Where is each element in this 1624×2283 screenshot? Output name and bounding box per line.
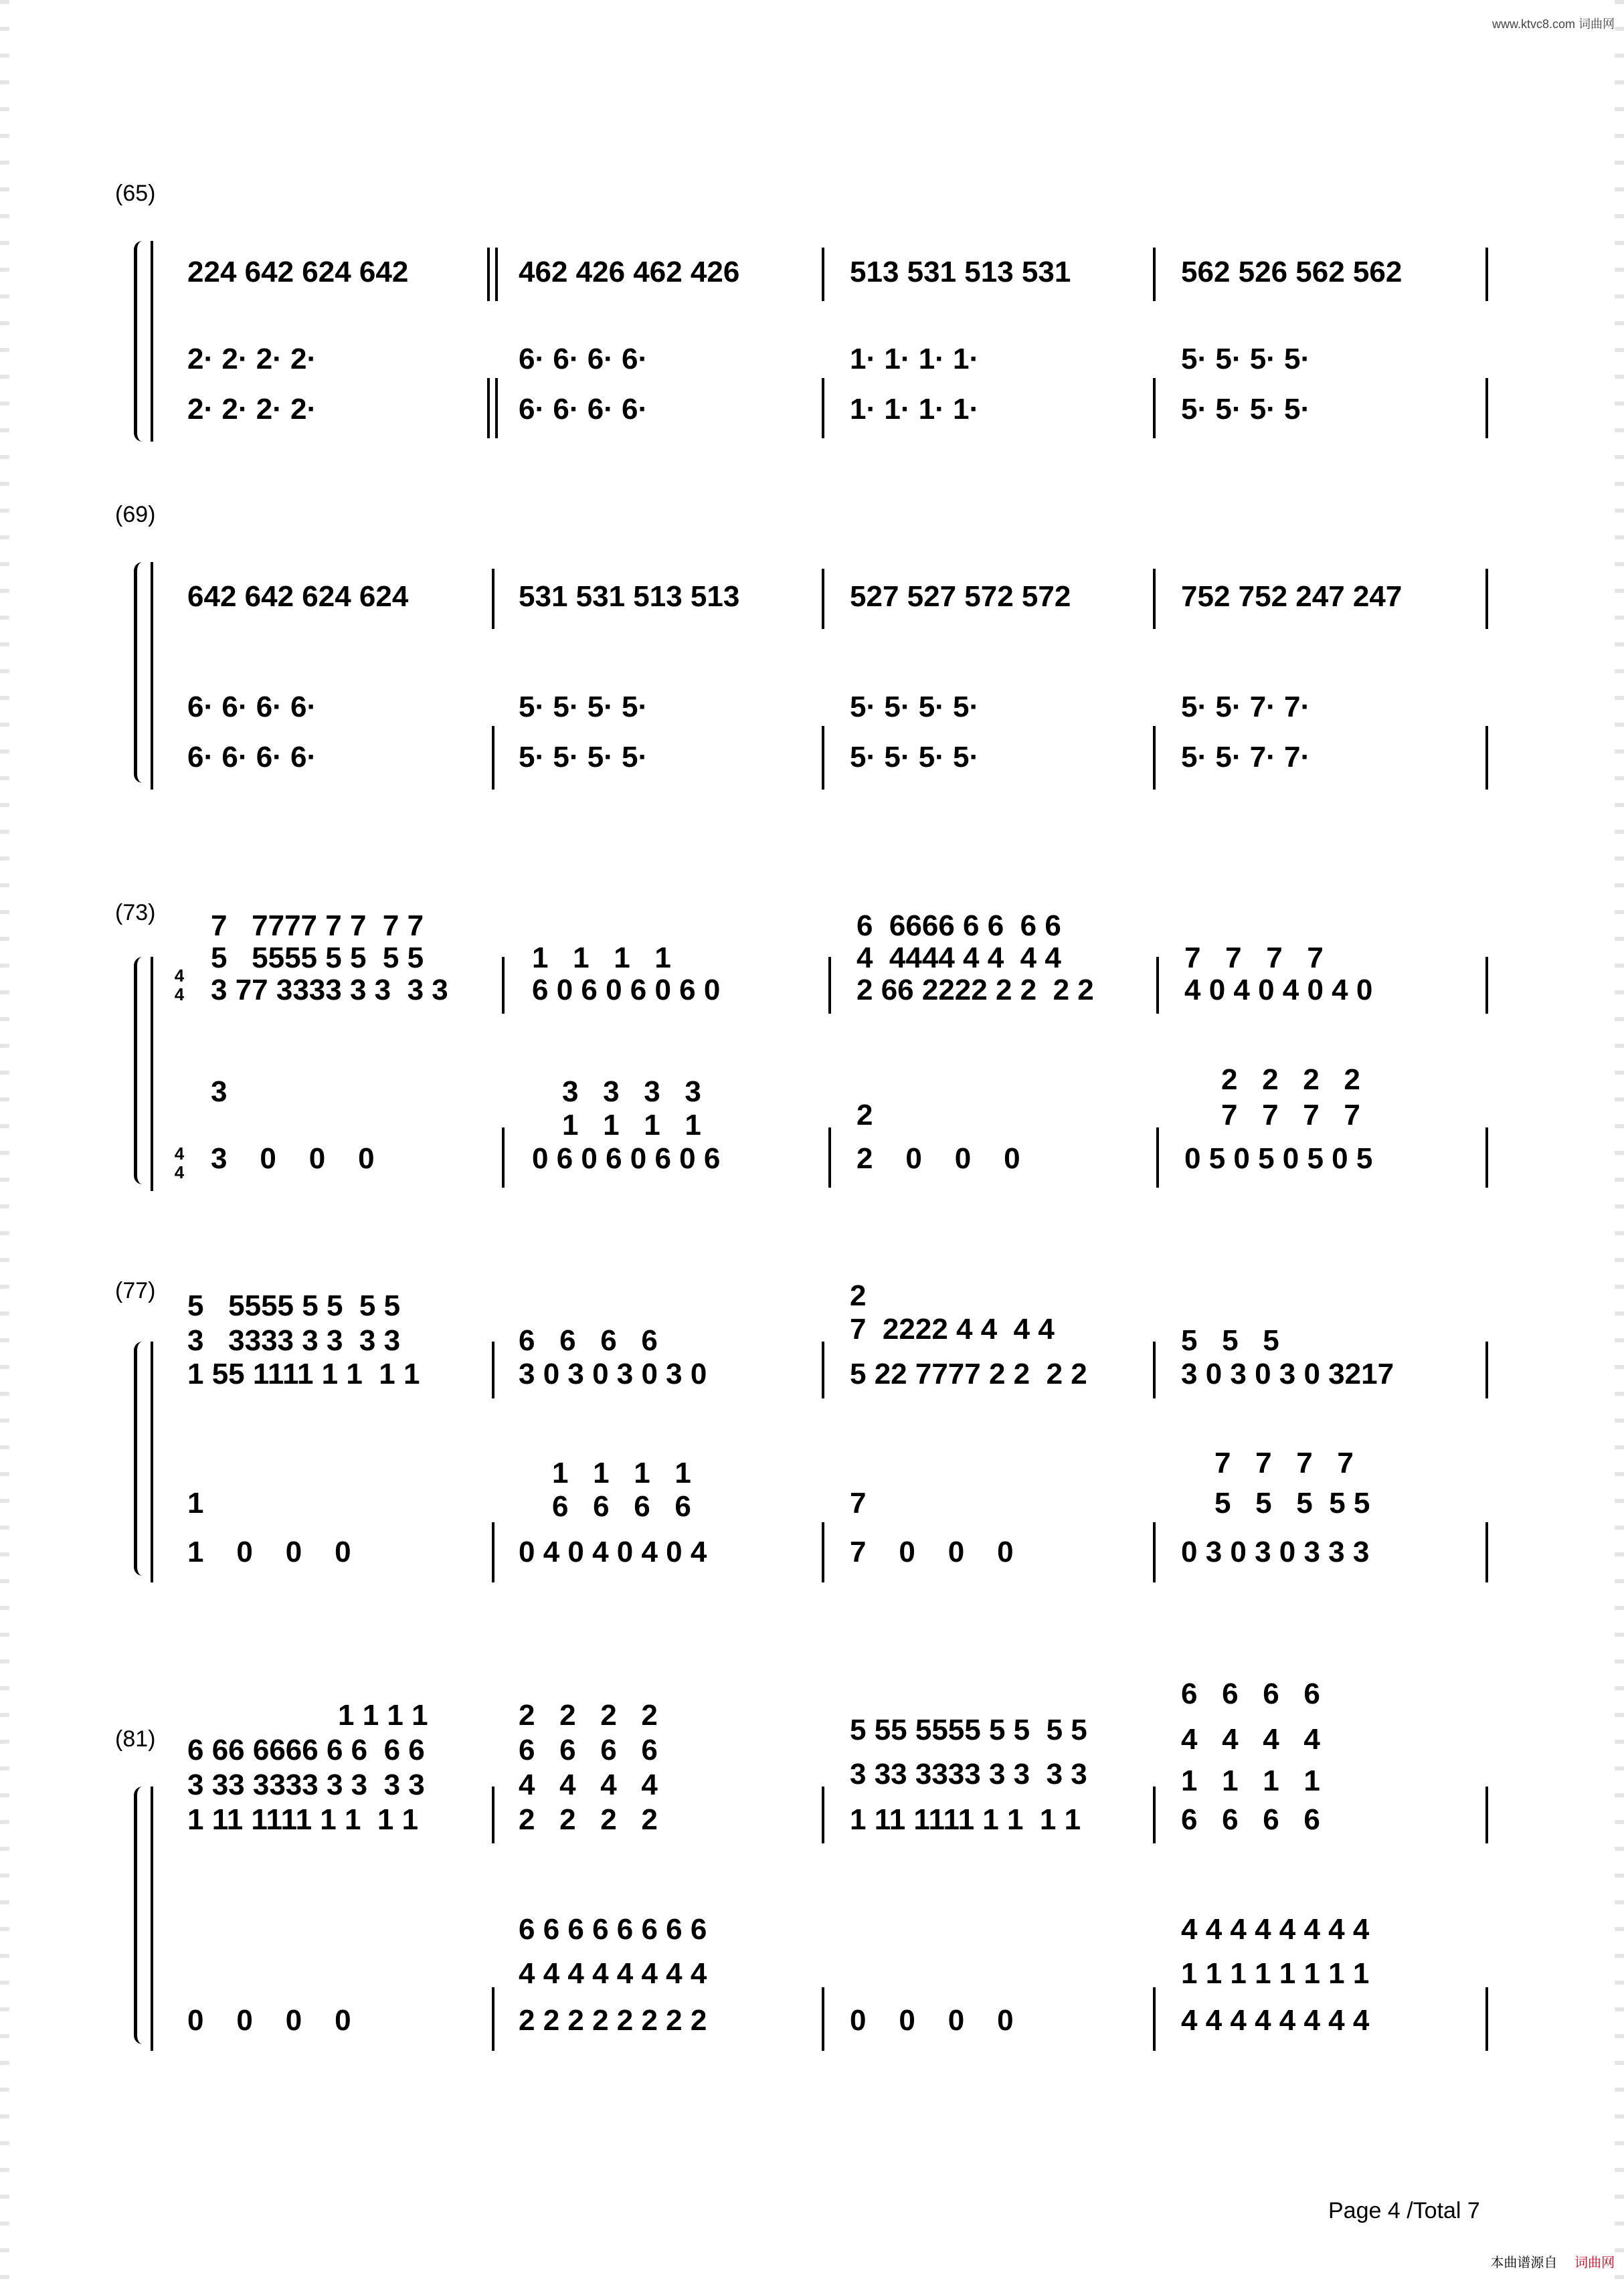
lower-bottom-measure: 2 2 2 2 2 2 2 2 (519, 2004, 707, 2037)
upper-row-3: 4 4 4 4 (519, 1768, 658, 1801)
barline (492, 569, 494, 629)
lower-bottom-measure: 5· 5· 7· 7· (1181, 741, 1311, 773)
upper-measure: 3 0 3 0 3 0 3217 (1181, 1358, 1394, 1390)
barline (1485, 726, 1488, 790)
upper-measure: 513 531 513 531 (850, 256, 1071, 288)
upper-measure: 752 752 247 247 (1181, 580, 1403, 613)
system-start-barline (151, 562, 153, 790)
system-brace (134, 241, 143, 442)
watermark-url: www.ktvc8.com 词曲网 (1492, 17, 1615, 31)
barline (502, 957, 505, 1014)
lower-bottom-measure: 0 6 0 6 0 6 0 6 (532, 1142, 721, 1175)
lower-top-measure: 5· 5· 5· 5· (850, 691, 980, 723)
lower-mid-row: 1 1 1 1 1 1 1 1 (1181, 1957, 1370, 1990)
measure-number: (81) (115, 1726, 156, 1752)
upper-measure: 1 55 1111 1 1 1 1 (187, 1358, 420, 1390)
lower-top-row: 1 1 1 1 (552, 1457, 691, 1489)
barline (1153, 1987, 1156, 2051)
barline (822, 378, 824, 438)
time-signature-bottom: 4 (174, 1162, 185, 1182)
lower-mid-row: 7 7 7 7 (1221, 1099, 1360, 1131)
upper-top-row: 1 1 1 1 (532, 941, 671, 974)
barline (1485, 1987, 1488, 2051)
watermark-site-label: 词曲网 (1574, 2256, 1615, 2270)
time-signature-bottom: 4 (174, 984, 185, 1004)
system-brace (134, 562, 143, 783)
lower-top-row: 1 (187, 1487, 204, 1520)
barline (492, 726, 494, 790)
lower-bottom-measure: 5· 5· 5· 5· (850, 741, 980, 773)
lower-bottom-measure: 2 0 0 0 (856, 1142, 1020, 1175)
barline (828, 957, 831, 1014)
upper-top-row: 6 6 6 6 (519, 1324, 658, 1357)
barline (1485, 569, 1488, 629)
measure-number: (65) (115, 181, 156, 206)
lower-bottom-measure: 0 5 0 5 0 5 0 5 (1184, 1142, 1373, 1175)
upper-top-row: 2 (850, 1279, 867, 1312)
upper-measure: 6 6 6 6 (1181, 1803, 1320, 1836)
barline (1156, 957, 1159, 1014)
upper-mid-row: 5 5555 5 5 5 5 (211, 941, 424, 974)
lower-top-row: 2 2 2 2 (1221, 1063, 1360, 1096)
lower-bottom-measure: 1· 1· 1· 1· (850, 393, 980, 426)
upper-measure: 3 0 3 0 3 0 3 0 (519, 1358, 707, 1390)
upper-row-3: 3 33 3333 3 3 3 3 (187, 1768, 425, 1801)
lower-bottom-measure: 4 4 4 4 4 4 4 4 (1181, 2004, 1370, 2037)
barline (822, 569, 824, 629)
upper-measure: 531 531 513 513 (519, 580, 740, 613)
barline (1153, 1522, 1156, 1582)
upper-measure: 527 527 572 572 (850, 580, 1071, 613)
lower-bottom-measure: 3 0 0 0 (211, 1142, 375, 1175)
barline (822, 726, 824, 790)
upper-row-3: 1 1 1 1 (1181, 1764, 1320, 1797)
barline (1485, 248, 1488, 301)
lower-top-row: 7 7 7 7 (1214, 1447, 1354, 1479)
lower-top-row: 3 3 3 3 (562, 1075, 701, 1108)
upper-row-2: 4 4 4 4 (1181, 1723, 1320, 1756)
upper-measure: 1 11 1111 1 1 1 1 (187, 1803, 419, 1836)
barline (1153, 1787, 1156, 1843)
upper-top-row: 5 5 5 (1181, 1324, 1279, 1357)
upper-measure: 1 11 1111 1 1 1 1 (850, 1803, 1081, 1836)
barline (822, 1987, 824, 2051)
measure-number: (73) (115, 900, 156, 925)
lower-top-row: 2 (856, 1099, 873, 1131)
double-barline (487, 378, 490, 438)
barline (1485, 1787, 1488, 1843)
barline (1153, 569, 1156, 629)
barline (1153, 248, 1156, 301)
lower-mid-row: 6 6 6 6 (552, 1490, 691, 1523)
lower-bottom-measure: 0 0 0 0 (187, 2004, 351, 2037)
barline (1485, 957, 1488, 1014)
upper-top-row: 7 7 7 7 (1184, 941, 1324, 974)
lower-bottom-measure: 5· 5· 5· 5· (519, 741, 648, 773)
upper-top-row: 5 5555 5 5 5 5 (187, 1289, 401, 1322)
lower-mid-row: 4 4 4 4 4 4 4 4 (519, 1957, 707, 1990)
upper-measure: 462 426 462 426 (519, 256, 740, 288)
barline (1485, 1522, 1488, 1582)
lower-top-row: 6 6 6 6 6 6 6 6 (519, 1913, 707, 1946)
upper-row-1: 1 1 1 1 (338, 1699, 428, 1732)
barline (1485, 378, 1488, 438)
lower-top-row: 7 (850, 1487, 867, 1520)
lower-bottom-measure: 1 0 0 0 (187, 1536, 351, 1568)
lower-bottom-measure: 5· 5· 5· 5· (1181, 393, 1311, 426)
lower-bottom-measure: 7 0 0 0 (850, 1536, 1014, 1568)
lower-bottom-measure: 0 3 0 3 0 3 3 3 (1181, 1536, 1370, 1568)
time-signature-top: 4 (174, 966, 185, 986)
measure-number: (69) (115, 502, 156, 527)
upper-measure: 562 526 562 562 (1181, 256, 1403, 288)
upper-row-2: 6 66 6666 6 6 6 6 (187, 1734, 425, 1766)
lower-top-row: 4 4 4 4 4 4 4 4 (1181, 1913, 1370, 1946)
barline (1485, 1127, 1488, 1188)
barline (492, 1522, 494, 1582)
barline (492, 1987, 494, 2051)
lower-top-measure: 5· 5· 7· 7· (1181, 691, 1311, 723)
time-signature-top: 4 (174, 1144, 185, 1164)
lower-bottom-measure: 6· 6· 6· 6· (187, 741, 317, 773)
barline (822, 1787, 824, 1843)
barline (828, 1127, 831, 1188)
lower-bottom-measure: 0 4 0 4 0 4 0 4 (519, 1536, 707, 1568)
barline (492, 1342, 494, 1398)
upper-mid-row: 3 3333 3 3 3 3 (187, 1324, 401, 1357)
upper-row-1: 6 6 6 6 (1181, 1677, 1320, 1710)
lower-top-measure: 2· 2· 2· 2· (187, 343, 317, 375)
upper-measure: 5 22 7777 2 2 2 2 (850, 1358, 1087, 1390)
barline (822, 1522, 824, 1582)
barline (822, 1342, 824, 1398)
lower-bottom-measure: 0 0 0 0 (850, 2004, 1014, 2037)
right-edge-decoration (1615, 0, 1624, 2283)
lower-top-measure: 6· 6· 6· 6· (187, 691, 317, 723)
barline (822, 248, 824, 301)
upper-mid-row: 4 4444 4 4 4 4 (856, 941, 1061, 974)
barline (1156, 1127, 1159, 1188)
system-start-barline (151, 1342, 153, 1582)
left-edge-decoration (0, 0, 9, 2283)
system-start-barline (151, 1787, 153, 2051)
upper-measure: 3 77 3333 3 3 3 3 (211, 974, 448, 1006)
watermark-source (1490, 2252, 1615, 2271)
barline (1153, 1342, 1156, 1398)
upper-measure: 642 642 624 624 (187, 580, 409, 613)
upper-top-row: 7 7777 7 7 7 7 (211, 909, 424, 942)
system-brace (134, 1342, 143, 1576)
system-brace (134, 957, 143, 1184)
page-number: Page 4 /Total 7 (1328, 2198, 1480, 2223)
measure-number: (77) (115, 1278, 156, 1303)
lower-top-measure: 6· 6· 6· 6· (519, 343, 648, 375)
lower-mid-row: 1 1 1 1 (562, 1109, 701, 1142)
upper-row-2: 5 55 5555 5 5 5 5 (850, 1714, 1087, 1746)
upper-top-row: 6 6666 6 6 6 6 (856, 909, 1061, 942)
upper-measure: 2 66 2222 2 2 2 2 (856, 974, 1094, 1006)
barline (1153, 378, 1156, 438)
barline (492, 1787, 494, 1843)
system-brace (134, 1787, 143, 2044)
double-barline (487, 248, 490, 301)
barline (1485, 1342, 1488, 1398)
double-barline (495, 378, 498, 438)
upper-measure: 224 642 624 642 (187, 256, 409, 288)
system-start-barline (151, 957, 153, 1191)
upper-measure: 2 2 2 2 (519, 1803, 658, 1836)
lower-top-measure: 5· 5· 5· 5· (519, 691, 648, 723)
lower-bottom-measure: 6· 6· 6· 6· (519, 393, 648, 426)
system-start-barline (151, 241, 153, 442)
double-barline (495, 248, 498, 301)
barline (502, 1127, 505, 1188)
lower-top-measure: 1· 1· 1· 1· (850, 343, 980, 375)
upper-row-2: 6 6 6 6 (519, 1734, 658, 1766)
upper-measure: 6 0 6 0 6 0 6 0 (532, 974, 721, 1006)
watermark-source-label: 本曲谱源自 (1490, 2256, 1558, 2270)
upper-measure: 4 0 4 0 4 0 4 0 (1184, 974, 1373, 1006)
upper-mid-row: 7 2222 4 4 4 4 (850, 1313, 1055, 1346)
lower-bottom-measure: 2· 2· 2· 2· (187, 393, 317, 426)
upper-row-1: 2 2 2 2 (519, 1699, 658, 1732)
lower-top-row: 3 (211, 1075, 228, 1108)
lower-top-measure: 5· 5· 5· 5· (1181, 343, 1311, 375)
lower-mid-row: 5 5 5 5 5 (1214, 1487, 1370, 1520)
upper-row-3: 3 33 3333 3 3 3 3 (850, 1758, 1087, 1791)
barline (1153, 726, 1156, 790)
